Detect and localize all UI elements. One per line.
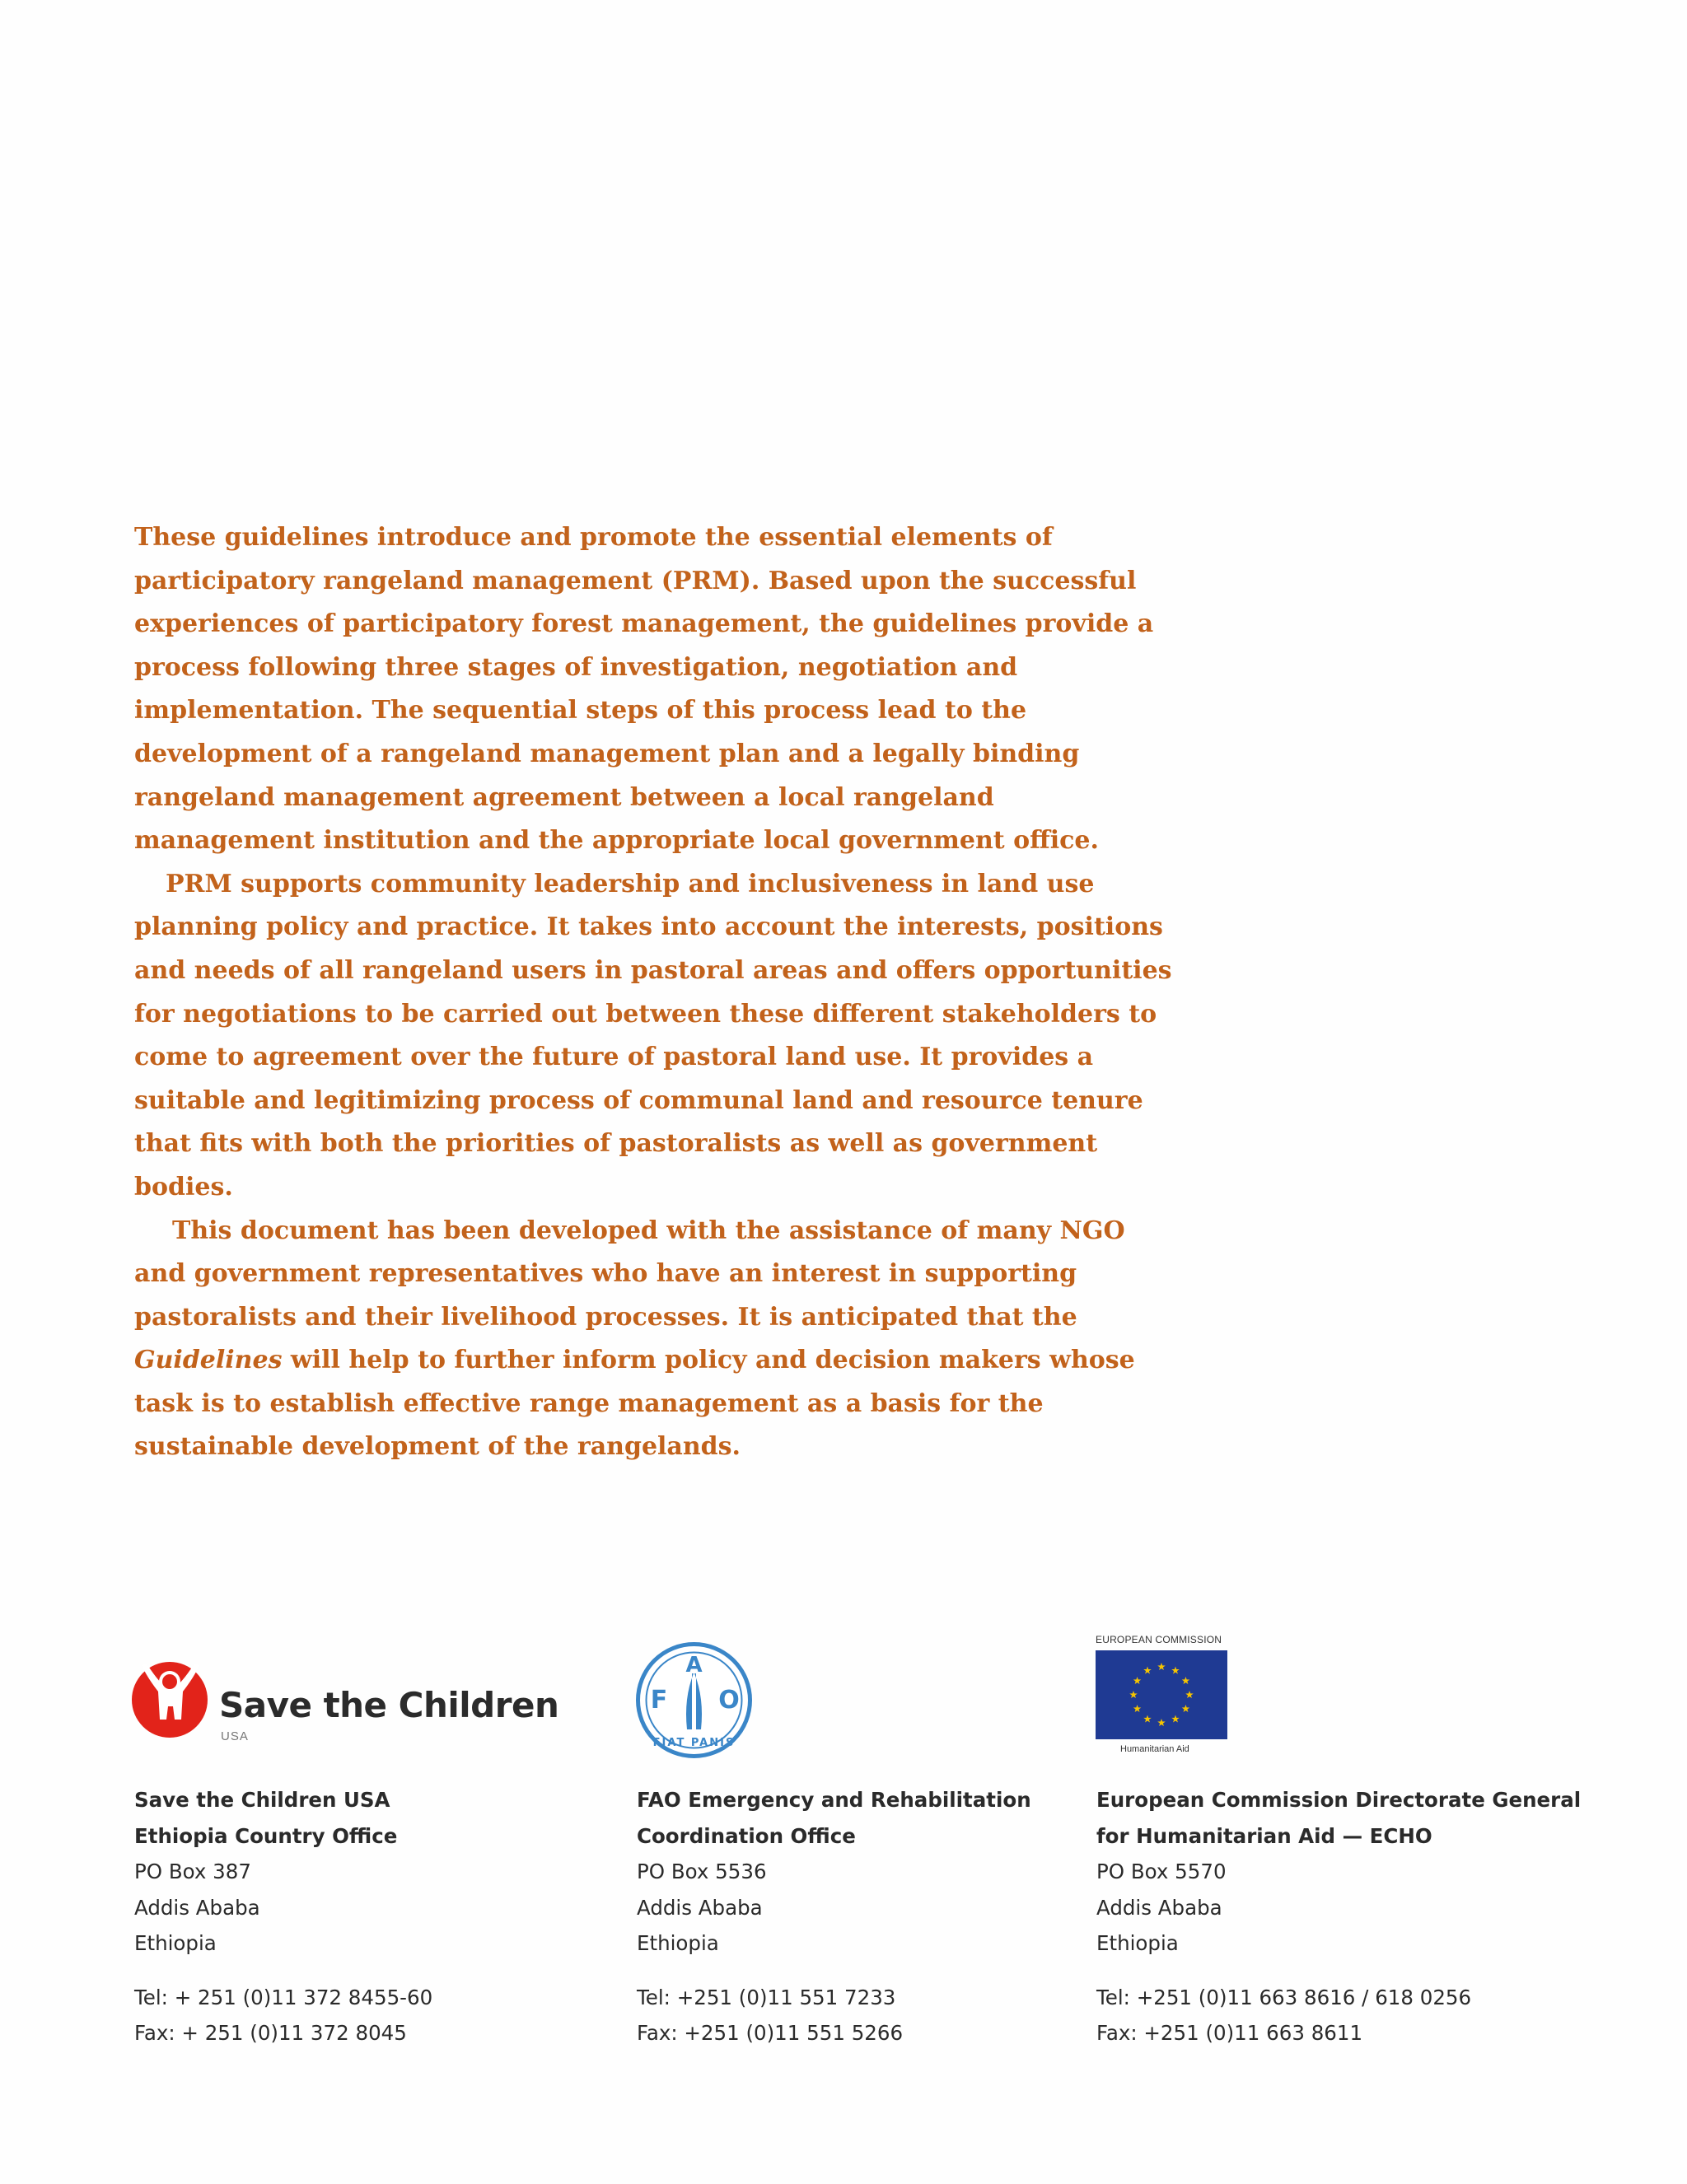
fax: Fax: + 251 (0)11 372 8045 [134,2021,407,2045]
telephone: Tel: +251 (0)11 663 8616 / 618 0256 [1096,1985,1472,2009]
fax: Fax: +251 (0)11 551 5266 [637,2021,904,2045]
city: Addis Ababa [637,1895,763,1920]
org-name-line-1: European Commission Directorate General [1096,1788,1582,1812]
address-echo [1096,1782,1581,2051]
po-box: PO Box 5536 [637,1860,767,1883]
telephone: Tel: +251 (0)11 551 7233 [637,1985,896,2009]
org-name-line-1: FAO Emergency and Rehabilitation [637,1788,1031,1812]
org-name-line-2: for Humanitarian Aid — ECHO [1096,1823,1432,1848]
stc-wordmark-sub: USA [221,1729,249,1743]
fao-emblem [634,1640,754,1760]
po-box: PO Box 5570 [1096,1860,1227,1883]
telephone: Tel: + 251 (0)11 372 8455-60 [134,1985,433,2009]
org-name-line-1: Save the Children USA [134,1788,390,1812]
org-name-line-2: Coordination Office [637,1823,856,1848]
city: Addis Ababa [134,1895,260,1920]
eu-label-bottom: Humanitarian Aid [1120,1744,1189,1754]
address-fao [637,1782,1031,2051]
eu-label-top: EUROPEAN COMMISSION [1096,1634,1222,1645]
po-box: PO Box 387 [134,1860,251,1883]
org-name-line-2: Ethiopia Country Office [134,1823,398,1848]
stc-wordmark: Save the Children [219,1685,559,1725]
european-commission-logo [1096,1634,1236,1757]
eu-flag-icon [1096,1650,1227,1739]
back-cover-blurb [134,516,1172,1469]
fao-letter-a: A [685,1653,703,1678]
fao-logo [634,1640,754,1760]
fax: Fax: +251 (0)11 663 8611 [1096,2021,1363,2045]
save-the-children-logo [130,1649,559,1748]
blurb-paragraph-3-end: will help to further inform policy and decision makers whose task is to establish effective range management as a basis for the sustainable development of the rangelands. [134,1346,1135,1462]
stc-child-icon [130,1649,213,1748]
country: Ethiopia [134,1931,217,1955]
country: Ethiopia [637,1931,719,1955]
blurb-paragraph-3-start: This document has been developed with the assistance of many NGO and government representatives who have an interest in supporting pastoralists and their livelihood processes. It is anticipated that the [134,1216,1125,1332]
blurb-paragraph-2: PRM supports community leadership and inclusiveness in land use planning policy and practice. It takes into account the interests, positions and needs of all rangeland users in pastoral areas and offers opportunities for negotiations to be carried out between these different stakeholders to come to agreement over the future of pastoral land use. It provides a suitable and legitimizing process of communal land and resource tenure that fits with both the priorities of pastoralists as well as government bodies. [134,869,1172,1202]
fao-letter-f: F [650,1686,668,1715]
fao-motto: FIAT PANIS [652,1737,736,1749]
city: Addis Ababa [1096,1895,1222,1920]
country: Ethiopia [1096,1931,1179,1955]
blurb-paragraph-3 [134,1210,1172,1470]
blurb-paragraph-1: These guidelines introduce and promote the essential elements of participatory rangeland management (PRM). Based upon the successful experiences of participatory forest management, the guidelines provide a process following three stages of investigation, negotiation and implementation. The sequential steps of this process lead to the development of a rangeland management plan and a legally binding rangeland management agreement between a local rangeland management institution and the appropriate local government office. [134,523,1154,856]
guidelines-italic: Guidelines [134,1346,283,1375]
fao-letter-o: O [718,1686,740,1715]
address-save-the-children [134,1782,432,2051]
